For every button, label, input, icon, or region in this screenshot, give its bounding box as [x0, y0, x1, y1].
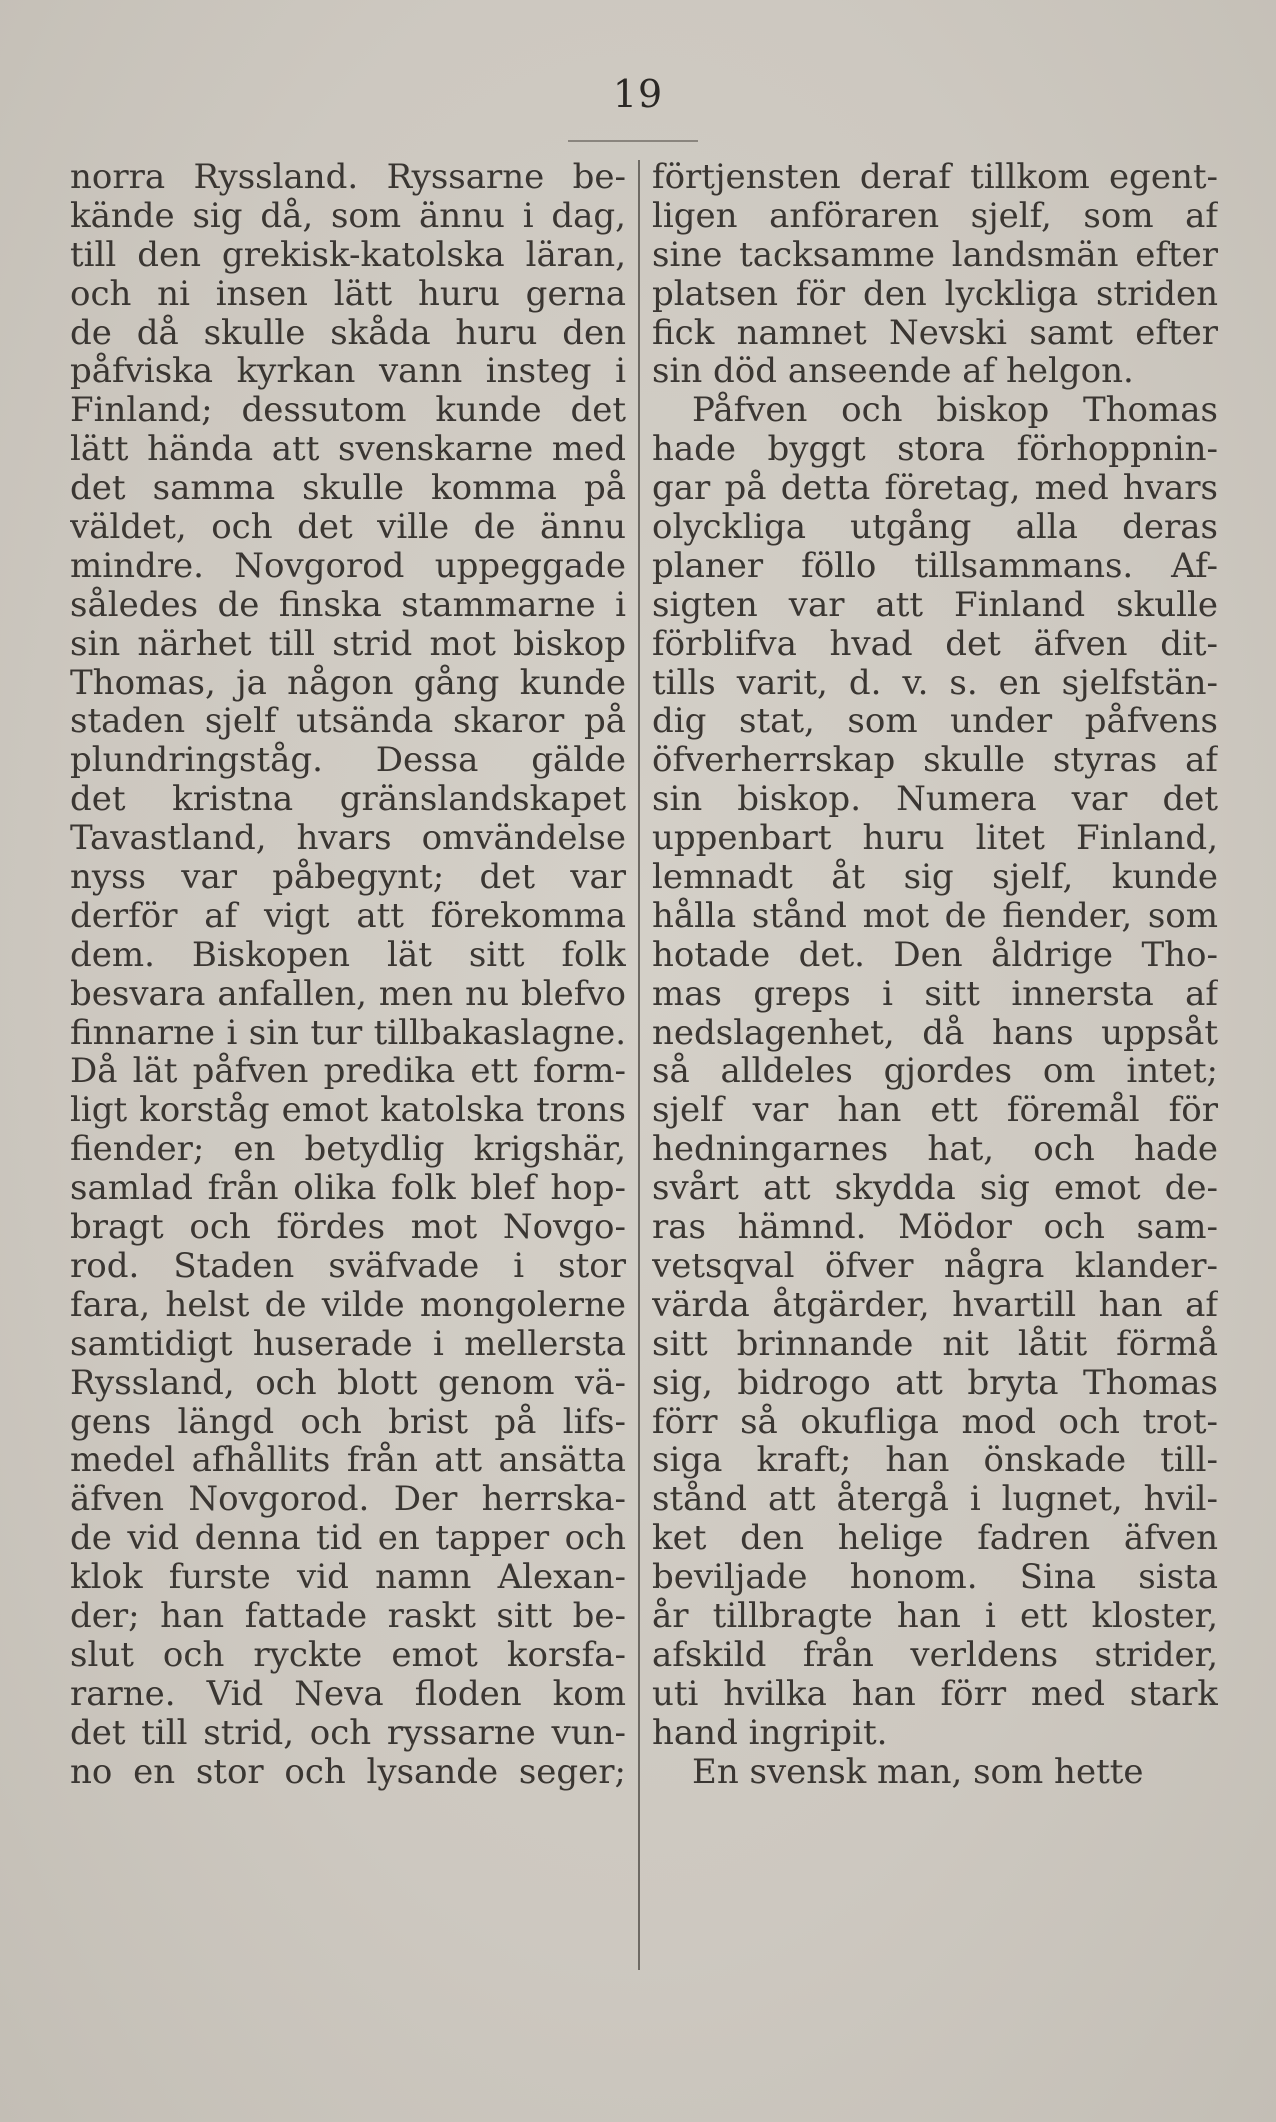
- text-line: fick namnet Nevski samt efter: [652, 313, 1218, 353]
- text-line: siga kraft; han önskade till-: [652, 1441, 1218, 1481]
- text-line: finnarne i sin tur tillbakaslagne.: [70, 1013, 626, 1053]
- text-line: plundringståg. Dessa gälde: [70, 741, 626, 781]
- text-line: slut och ryckte emot korsfa-: [70, 1635, 626, 1675]
- text-line: hålla stånd mot de fiender, som: [652, 896, 1218, 936]
- text-line: planer föllo tillsammans. Af-: [652, 546, 1218, 586]
- text-line: fara, helst de vilde mongolerne: [70, 1285, 626, 1325]
- text-line: dig stat, som under påfvens: [652, 702, 1218, 742]
- text-line: vetsqval öfver några klander-: [652, 1246, 1218, 1286]
- text-line: samtidigt huserade i mellersta: [70, 1324, 626, 1364]
- text-line: ligt korståg emot katolska trons: [70, 1091, 626, 1131]
- text-line: nedslagenhet, då hans uppsåt: [652, 1013, 1218, 1053]
- text-line: lemnadt åt sig sjelf, kunde: [652, 858, 1218, 897]
- text-line: öfverherrskap skulle styras af: [652, 741, 1218, 781]
- text-line: sin närhet till strid mot biskop: [70, 624, 626, 664]
- text-line: besvara anfallen, men nu blefvo: [70, 974, 626, 1014]
- text-line: samlad från olika folk blef hop-: [70, 1169, 626, 1209]
- text-line: derför af vigt att förekomma: [70, 896, 626, 936]
- text-line: sig, bidrogo att bryta Thomas: [652, 1363, 1218, 1403]
- text-line: år tillbragte han i ett kloster,: [652, 1596, 1218, 1636]
- text-line: de vid denna tid en tapper och: [70, 1519, 626, 1559]
- text-line: väldet, och det ville de ännu: [70, 508, 626, 547]
- text-line: gar på detta företag, med hvars: [652, 469, 1218, 509]
- text-line: Då lät påfven predika ett form-: [70, 1052, 626, 1092]
- left-text-column: [70, 158, 626, 1791]
- text-line: svårt att skydda sig emot de-: [652, 1169, 1218, 1209]
- text-line: sitt brinnande nit låtit förmå: [652, 1324, 1218, 1364]
- text-line: dem. Biskopen lät sitt folk: [70, 935, 626, 975]
- text-line: sjelf var han ett föremål för: [652, 1091, 1218, 1131]
- text-line: de då skulle skåda huru den: [70, 313, 626, 353]
- text-line: norra Ryssland. Ryssarne be-: [70, 158, 626, 197]
- text-line: stånd att återgå i lugnet, hvil-: [652, 1480, 1218, 1520]
- text-line: förr så okufliga mod och trot-: [652, 1402, 1218, 1442]
- text-line: beviljade honom. Sina sista: [652, 1558, 1218, 1597]
- text-line: sigten var att Finland skulle: [652, 585, 1218, 625]
- text-line: äfven Novgorod. Der herrska-: [70, 1480, 626, 1520]
- column-divider: [638, 160, 640, 1970]
- page-number: 19: [612, 72, 664, 116]
- text-line: uppenbart huru litet Finland,: [652, 819, 1218, 859]
- text-line: till den grekisk-katolska läran,: [70, 235, 626, 275]
- text-line: förtjensten deraf tillkom egent-: [652, 158, 1218, 197]
- text-line: sine tacksamme landsmän efter: [652, 235, 1218, 275]
- text-line: afskild från verldens strider,: [652, 1635, 1218, 1675]
- text-line: ras hämnd. Mödor och sam-: [652, 1208, 1218, 1247]
- header-rule: [568, 140, 698, 142]
- text-line: så alldeles gjordes om intet;: [652, 1052, 1218, 1092]
- text-line: staden sjelf utsända skaror på: [70, 702, 626, 742]
- text-line: det samma skulle komma på: [70, 469, 626, 509]
- text-line: uti hvilka han förr med stark: [652, 1674, 1218, 1714]
- right-text-column: [652, 158, 1218, 1791]
- text-line: fiender; en betydlig krigshär,: [70, 1130, 626, 1170]
- text-line: mindre. Novgorod uppeggade: [70, 546, 626, 586]
- text-line: Thomas, ja någon gång kunde: [70, 663, 626, 703]
- text-line: medel afhållits från att ansätta: [70, 1441, 626, 1481]
- text-line: förblifva hvad det äfven dit-: [652, 624, 1218, 664]
- text-line: rarne. Vid Neva floden kom: [70, 1674, 626, 1714]
- text-line: påfviska kyrkan vann insteg i: [70, 352, 626, 392]
- text-line: Påfven och biskop Thomas: [692, 391, 1218, 431]
- text-line: gens längd och brist på lifs-: [70, 1402, 626, 1442]
- text-line: det till strid, och ryssarne vun-: [70, 1713, 626, 1753]
- text-line: lätt hända att svenskarne med: [70, 430, 626, 470]
- text-line: mas greps i sitt innersta af: [652, 974, 1218, 1014]
- text-line: platsen för den lyckliga striden: [652, 274, 1218, 314]
- text-line: klok furste vid namn Alexan-: [70, 1558, 626, 1597]
- text-line: sin biskop. Numera var det: [652, 780, 1218, 820]
- text-line: ket den helige fadren äfven: [652, 1519, 1218, 1559]
- text-line: hade byggt stora förhoppnin-: [652, 430, 1218, 470]
- text-line: Ryssland, och blott genom vä-: [70, 1363, 626, 1403]
- text-line: En svensk man, som hette: [692, 1752, 1144, 1792]
- text-line: nyss var påbegynt; det var: [70, 858, 626, 897]
- text-line: det kristna gränslandskapet: [70, 780, 626, 820]
- text-line: Finland; dessutom kunde det: [70, 391, 626, 431]
- text-line: olyckliga utgång alla deras: [652, 508, 1218, 547]
- text-line: hotade det. Den åldrige Tho-: [652, 935, 1218, 975]
- text-line: sin död anseende af helgon.: [652, 352, 1134, 392]
- text-line: kände sig då, som ännu i dag,: [70, 196, 626, 236]
- text-line: hedningarnes hat, och hade: [652, 1130, 1218, 1170]
- text-line: och ni insen lätt huru gerna: [70, 274, 626, 314]
- text-line: ligen anföraren sjelf, som af: [652, 196, 1218, 236]
- text-line: der; han fattade raskt sitt be-: [70, 1596, 626, 1636]
- text-line: bragt och fördes mot Novgo-: [70, 1208, 626, 1247]
- text-line: rod. Staden sväfvade i stor: [70, 1246, 626, 1286]
- text-line: således de finska stammarne i: [70, 585, 626, 625]
- text-line: Tavastland, hvars omvändelse: [70, 819, 626, 859]
- text-line: värda åtgärder, hvartill han af: [652, 1285, 1218, 1325]
- text-line: tills varit, d. v. s. en sjelfstän-: [652, 663, 1218, 703]
- text-line: hand ingripit.: [652, 1713, 888, 1753]
- text-line: no en stor och lysande seger;: [70, 1752, 626, 1792]
